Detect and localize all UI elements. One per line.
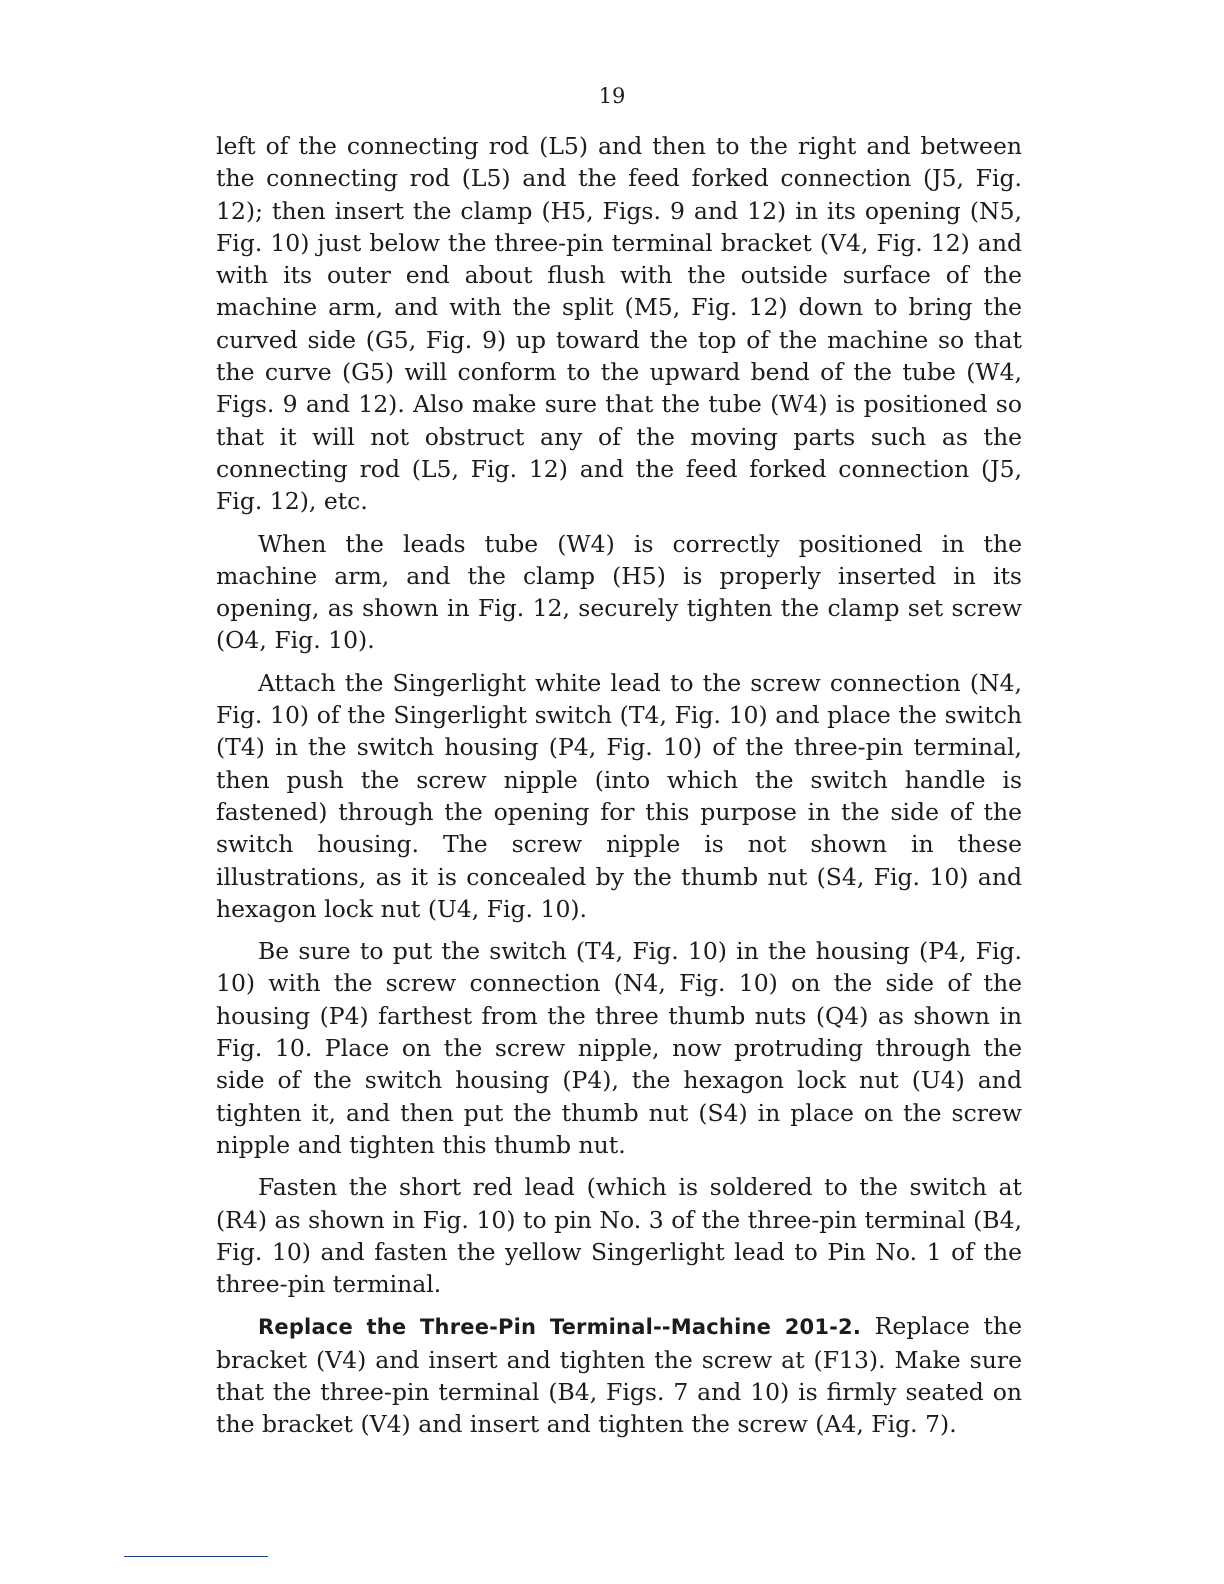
paragraph-replace-terminal [216, 1310, 1022, 1440]
section-text: Replace the bracket (V4) and insert and tighten the screw at (F13). Make sure that the three-pin terminal (B4, Figs. 7 and 10) is firmly seated on the bracket (V4) and insert and tighten the screw (A4, Fig. 7). [216, 1312, 1022, 1439]
paragraph-attach-white-lead: Attach the Singerlight white lead to the screw connection (N4, Fig. 10) of the Singerlight switch (T4, Fig. 10) and place the switch (T4) in the switch housing (P4, Fig. 10) of the three-pin terminal, then push the screw nipple (into which the switch handle is fastened) through the opening for this purpose in the side of the switch housing. The screw nipple is not shown in these illustrations, as it is concealed by the thumb nut (S4, Fig. 10) and hexagon lock nut (U4, Fig. 10). [216, 668, 1022, 923]
body-text [216, 130, 1022, 1451]
paragraph-fasten-red-lead: Fasten the short red lead (which is soldered to the switch at (R4) as shown in Fig. 10) to pin No. 3 of the three-pin terminal (B4, Fig. 10) and fasten the yellow Singerlight lead to Pin No. 1 of the three-pin terminal. [216, 1173, 1022, 1299]
page-number: 19 [598, 84, 626, 108]
paragraph-switch-housing: Be sure to put the switch (T4, Fig. 10) in the housing (P4, Fig. 10) with the screw connection (N4, Fig. 10) on the side of the housing (P4) farthest from the three thumb nuts (Q4) as shown in Fig. 10. Place on the screw nipple, now protruding through the side of the switch housing (P4), the hexagon lock nut (U4) and tighten it, and then put the thumb nut (S4) in place on the screw nipple and tighten this thumb nut. [216, 937, 1022, 1159]
section-heading: Replace the Three-Pin Terminal--Machine 201-2. [258, 1315, 862, 1340]
footnote-rule [124, 1556, 268, 1557]
paragraph-continuation: left of the connecting rod (L5) and then to the right and between the connecting rod (L5) and the feed forked connection (J5, Fig. 12); then insert the clamp (H5, Figs. 9 and 12) in its opening (N5, Fig. 10) just below the three-pin terminal bracket (V4, Fig. 12) and with its outer end about flush with the outside surface of the machine arm, and with the split (M5, Fig. 12) down to bring the curved side (G5, Fig. 9) up toward the top of the machine so that the curve (G5) will conform to the upward bend of the tube (W4, Figs. 9 and 12). Also make sure that the tube (W4) is positioned so that it will not obstruct any of the moving parts such as the connecting rod (L5, Fig. 12) and the feed forked connection (J5, Fig. 12), etc. [216, 132, 1022, 516]
paragraph-leads-tube: When the leads tube (W4) is correctly positioned in the machine arm, and the clamp (H5) is properly inserted in its opening, as shown in Fig. 12, securely tighten the clamp set screw (O4, Fig. 10). [216, 529, 1022, 655]
